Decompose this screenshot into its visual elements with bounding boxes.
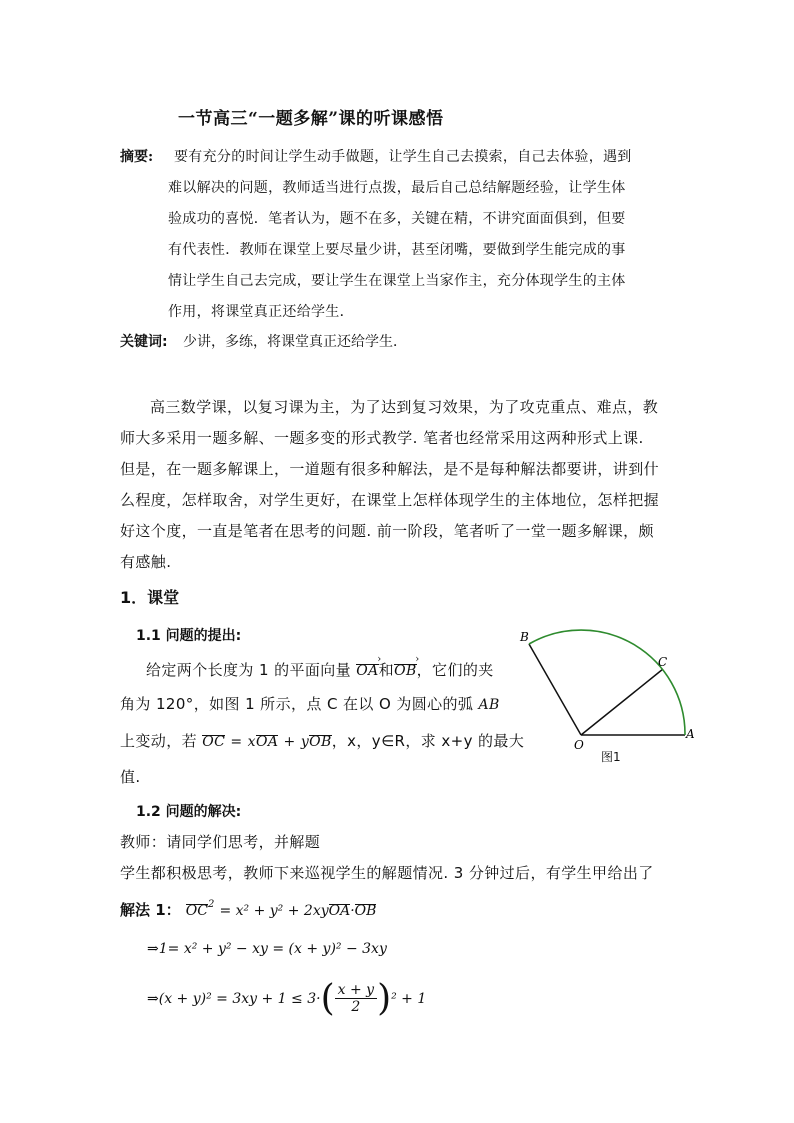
vector-ob: OB xyxy=(309,734,332,750)
equation-text: ² + 1 xyxy=(391,991,427,1007)
intro-line: 好这个度，一直是笔者在思考的问题. 前一阶段，笔者听了一堂一题多解课，颇 xyxy=(120,522,654,540)
page-title: 一节高三“一题多解”课的听课感悟 xyxy=(178,109,444,129)
vector-ob: OB › xyxy=(394,663,417,679)
exponent: 2 xyxy=(207,899,215,910)
keywords-text: 少讲，多练，将课堂真正还给学生． xyxy=(183,334,407,350)
vector-oa: OA xyxy=(255,734,279,750)
abstract-line: 情让学生自己去完成，要让学生在课堂上当家作主，充分体现学生的主体 xyxy=(168,273,626,289)
abstract-line: 有代表性．教师在课堂上要尽量少讲，甚至闭嘴，要做到学生能完成的事 xyxy=(168,242,626,258)
section-heading: 1．课堂 xyxy=(120,588,180,607)
left-paren: ( xyxy=(320,978,335,1019)
vector-oa: OA › xyxy=(356,663,378,679)
intro-line: 师大多采用一题多解、一题多变的形式教学. 笔者也经常采用这两种形式上课. xyxy=(120,429,644,447)
right-paren: ) xyxy=(377,978,392,1019)
arc-ab-curve xyxy=(529,630,685,735)
arc-ab: AB xyxy=(478,697,500,713)
abstract-line: 难以解决的问题，教师适当进行点拨，最后自己总结解题经验，让学生体 xyxy=(168,180,626,196)
label-o: O xyxy=(574,738,584,752)
intro-line: 高三数学课，以复习课为主，为了达到复习效果，为了攻克重点、难点，教 xyxy=(150,398,659,416)
solution-line-1 xyxy=(120,899,376,920)
fraction-denominator: 2 xyxy=(351,999,361,1015)
intro-line: 但是，在一题多解课上，一道题有很多种解法，是不是每种解法都要讲，讲到什 xyxy=(120,460,660,478)
equation-text: ⇒(x + y)² = 3xy + 1 ≤ 3· xyxy=(147,991,321,1007)
problem-text: 给定两个长度为 1 的平面向量 xyxy=(146,661,352,679)
label-b: B xyxy=(520,630,529,644)
student-line: 学生都积极思考，教师下来巡视学生的解题情况. 3 分钟过后，有学生甲给出了 xyxy=(120,864,654,882)
problem-line: 值. xyxy=(120,768,141,786)
fraction xyxy=(335,982,377,1015)
problem-line xyxy=(146,659,494,680)
abstract-line: 作用，将课堂真正还给学生． xyxy=(168,304,354,320)
figure-caption: 图1 xyxy=(601,750,621,764)
equals-sign: = xyxy=(230,734,243,750)
dot-operator: · xyxy=(350,903,355,919)
segment-oc xyxy=(581,669,663,735)
figure-1 xyxy=(514,626,704,760)
problem-text: 角为 120°，如图 1 所示，点 C 在以 O 为圆心的弧 xyxy=(120,695,474,713)
vector-oc: OC xyxy=(185,903,208,919)
label-a: A xyxy=(686,727,695,741)
problem-line xyxy=(120,693,500,714)
solution-line-2: ⇒1= x² + y² − xy = (x + y)² − 3xy xyxy=(147,941,387,957)
var-y: y xyxy=(300,734,310,750)
problem-text: 和 xyxy=(378,661,395,679)
intro-line: 有感触. xyxy=(120,553,172,571)
subsection-heading: 1.1 问题的提出: xyxy=(136,628,242,644)
vector-ob: OB xyxy=(354,903,377,919)
vector-oc: OC xyxy=(202,734,226,750)
label-c: C xyxy=(658,655,668,669)
vector-oa: OA xyxy=(328,903,351,919)
intro-line: 么程度，怎样取舍，对学生更好，在课堂上怎样体现学生的主体地位，怎样把握 xyxy=(120,491,660,509)
fraction-numerator: x + y xyxy=(335,982,377,999)
abstract-line: 要有充分的时间让学生动手做题，让学生自己去摸索，自己去体验，遇到 xyxy=(174,149,632,165)
solution-label: 解法 1： xyxy=(120,901,181,919)
solution-line-3 xyxy=(147,978,426,1019)
segment-ob xyxy=(529,644,581,735)
subsection-heading: 1.2 问题的解决: xyxy=(136,804,242,820)
equation-text: = x² + y² + 2xy xyxy=(219,903,329,919)
problem-text: ，它们的夹 xyxy=(416,661,494,679)
var-x: x xyxy=(247,734,256,750)
problem-text: ，x，y∈R，求 x+y 的最大 xyxy=(331,732,525,750)
abstract-label: 摘要: xyxy=(120,149,154,165)
problem-text: 上变动，若 xyxy=(120,732,198,750)
teacher-line: 教师：请同学们思考，并解题 xyxy=(120,833,321,851)
problem-line xyxy=(120,730,524,751)
abstract-line: 验成功的喜悦．笔者认为，题不在多，关键在精，不讲究面面俱到，但要 xyxy=(168,211,626,227)
keywords-label: 关键词: xyxy=(120,334,168,350)
plus-sign: + xyxy=(283,734,296,750)
